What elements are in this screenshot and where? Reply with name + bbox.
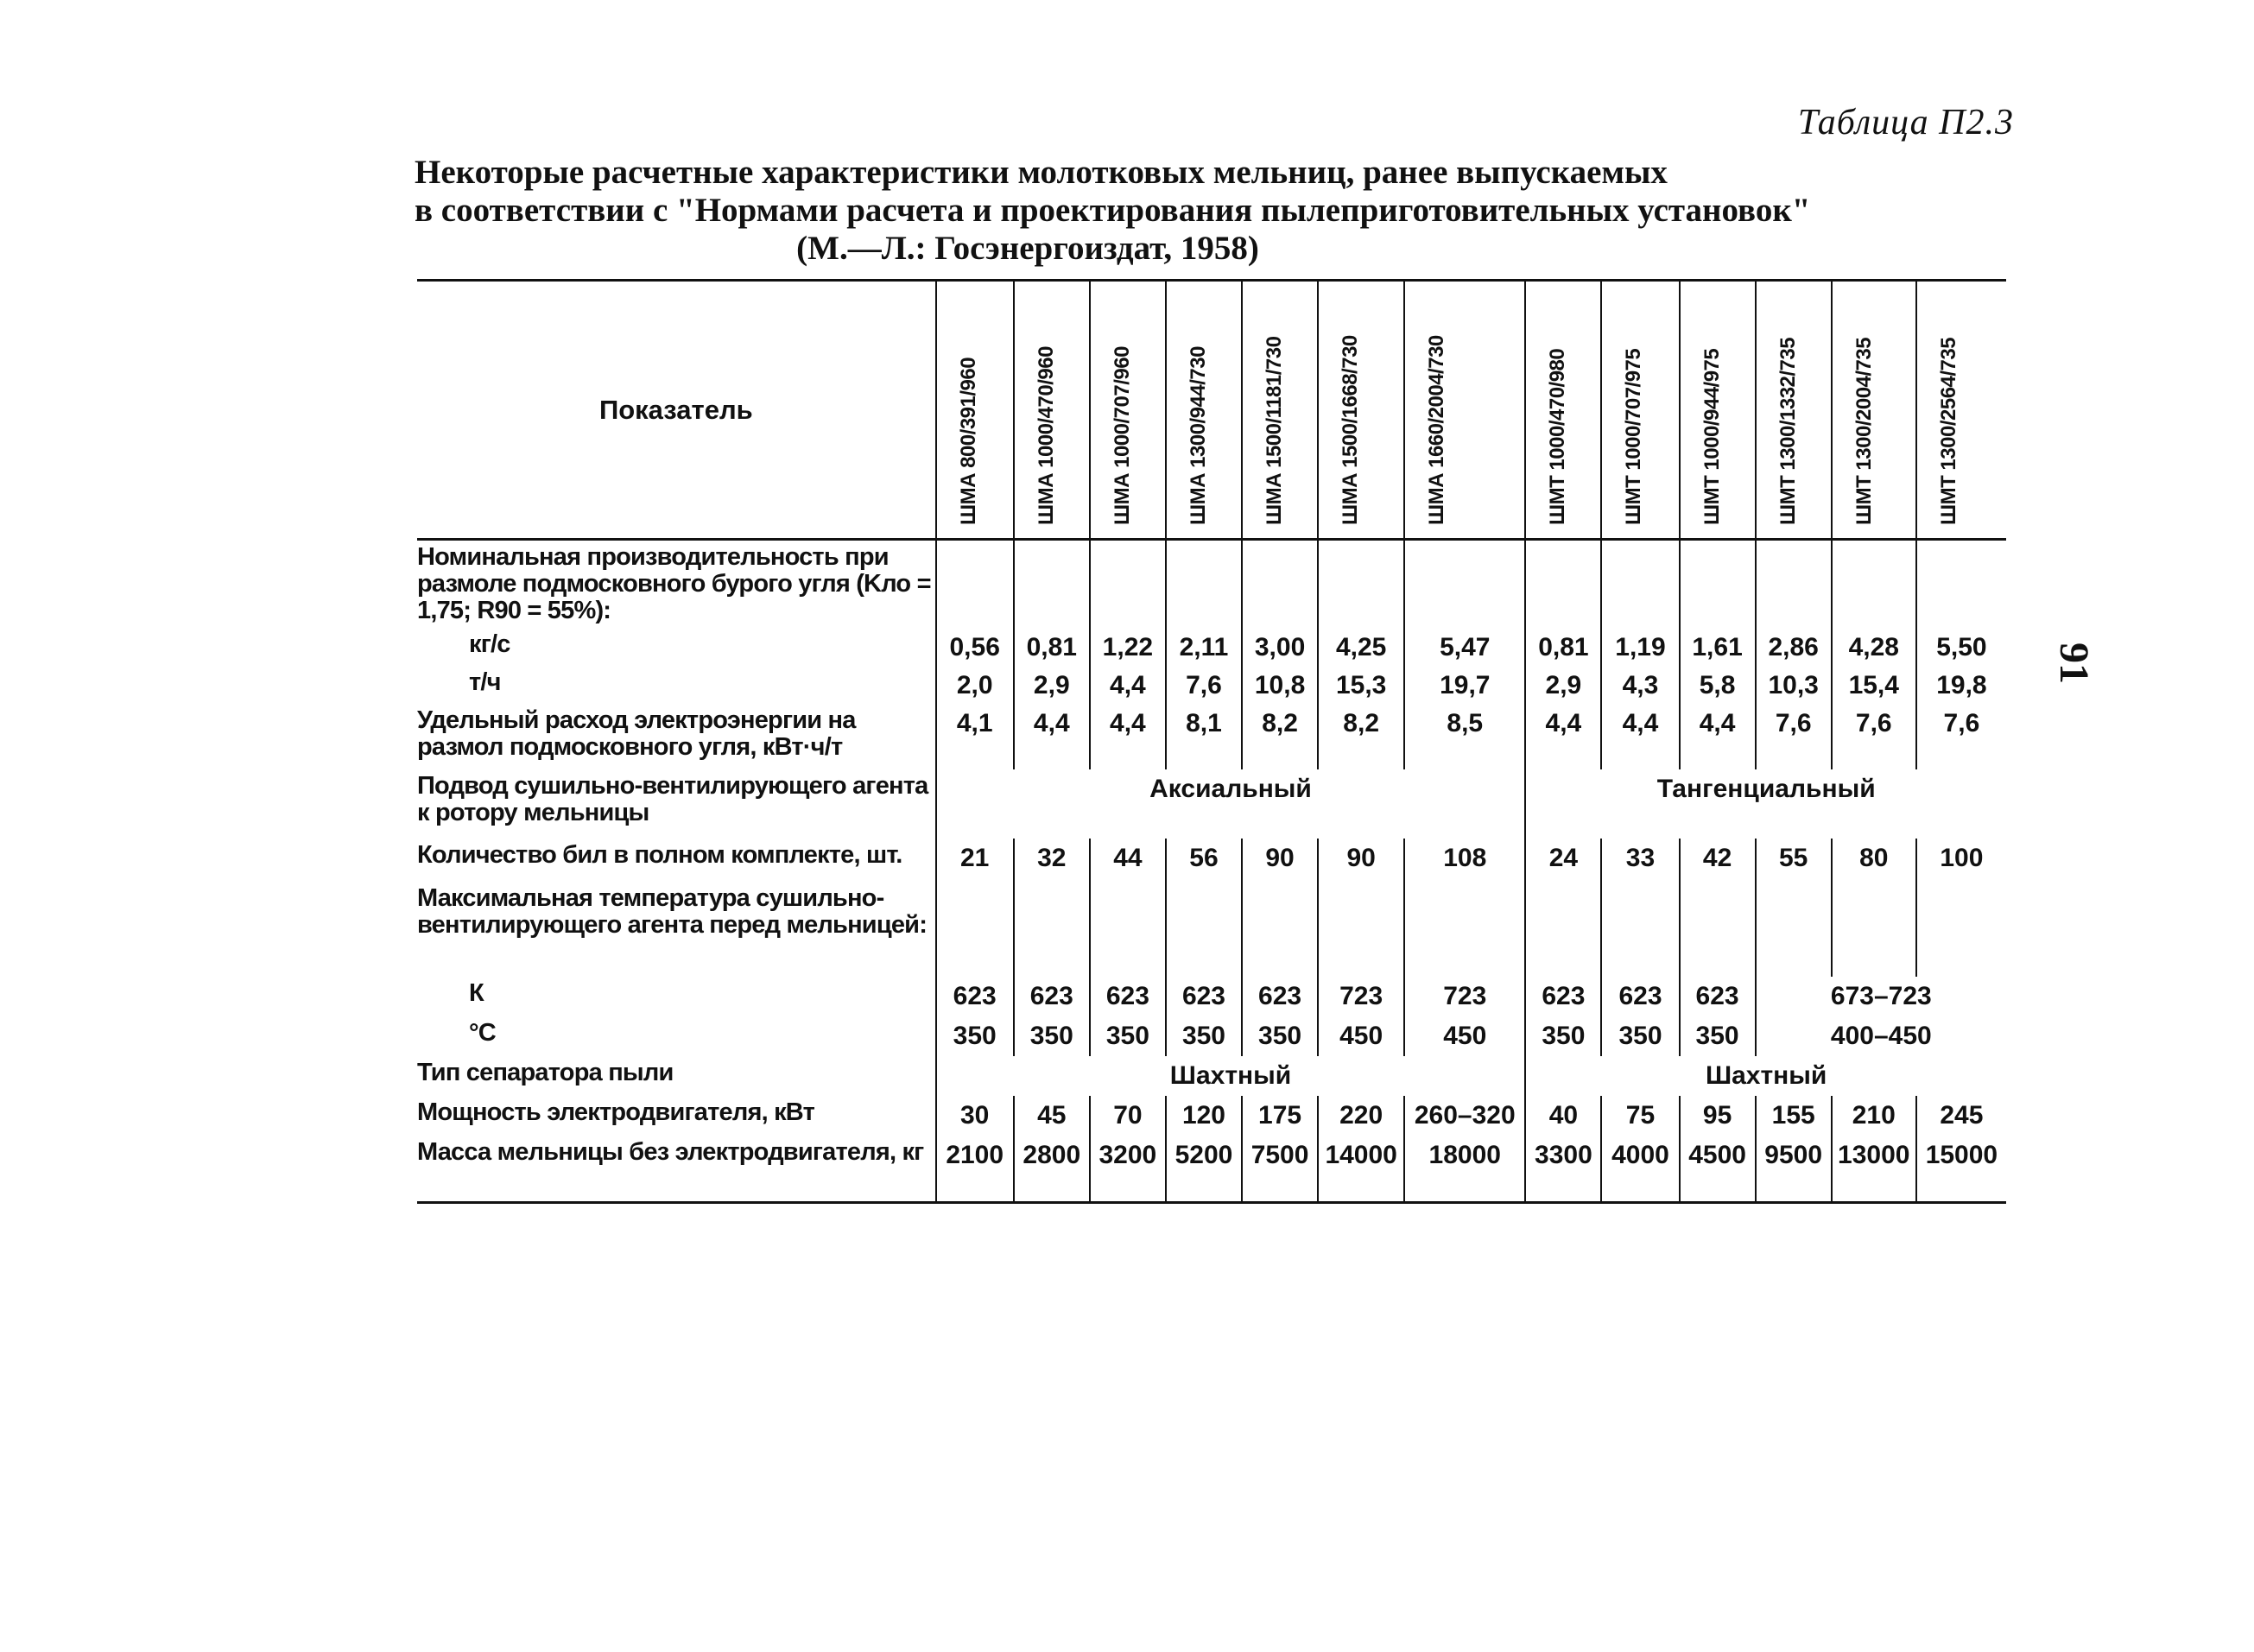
cell: 70 xyxy=(1090,1096,1166,1136)
row-label-capacity: Номинальная производительность при размоле подмосковного бурого угля (Kло = 1,75; R90 = 55%): xyxy=(417,543,931,624)
mill-header xyxy=(1166,281,1242,540)
cell: 450 xyxy=(1404,1016,1525,1056)
cell: 623 xyxy=(1525,977,1601,1016)
mill-header-label: ШМТ 1300/2564/735 xyxy=(1936,337,1960,525)
mill-header-label: ШМА 1500/1181/730 xyxy=(1263,336,1287,525)
table-row-capacity xyxy=(417,540,2006,628)
cell: 13000 xyxy=(1832,1136,1916,1203)
mill-header-label: ШМТ 1300/2004/735 xyxy=(1852,337,1876,525)
cell: 32 xyxy=(1014,839,1090,882)
row-label-kelvin: К xyxy=(469,978,484,1007)
mill-header-label: ШМА 1500/1668/730 xyxy=(1339,334,1363,525)
cell: 3200 xyxy=(1090,1136,1166,1203)
row-label-celsius: °С xyxy=(469,1018,496,1047)
cell: 90 xyxy=(1242,839,1318,882)
cell: 44 xyxy=(1090,839,1166,882)
cell: 4,25 xyxy=(1318,628,1404,666)
cell-kelvin-range: 673–723 xyxy=(1756,977,2006,1016)
cell: 2,86 xyxy=(1756,628,1832,666)
row-label-th: т/ч xyxy=(469,668,501,696)
cell: 7500 xyxy=(1242,1136,1318,1203)
cell: 5200 xyxy=(1166,1136,1242,1203)
cell: 18000 xyxy=(1404,1136,1525,1203)
cell: 45 xyxy=(1014,1096,1090,1136)
mill-header-label: ШМА 1000/707/960 xyxy=(1110,345,1134,525)
page-number: 91 xyxy=(2051,642,2098,684)
cell: 4,4 xyxy=(1680,704,1756,769)
cell: 4,28 xyxy=(1832,628,1916,666)
cell: 19,8 xyxy=(1916,666,2006,704)
row-label-energy: Удельный расход электроэнергии на размол подмосковного угля, кВт·ч/т xyxy=(417,706,856,761)
mill-header xyxy=(1601,281,1679,540)
mill-header-label: ШМТ 1000/470/980 xyxy=(1546,348,1570,525)
mill-header xyxy=(1404,281,1525,540)
cell: 5,8 xyxy=(1680,666,1756,704)
table-row-beaters xyxy=(417,839,2006,882)
cell: 623 xyxy=(936,977,1014,1016)
cell-separator-a: Шахтный xyxy=(936,1056,1526,1096)
cell: 2,11 xyxy=(1166,628,1242,666)
mill-header xyxy=(1525,281,1601,540)
cell: 4,4 xyxy=(1090,666,1166,704)
cell: 4500 xyxy=(1680,1136,1756,1203)
table-row-power xyxy=(417,1096,2006,1136)
cell: 0,56 xyxy=(936,628,1014,666)
cell: 15000 xyxy=(1916,1136,2006,1203)
row-label-beaters: Количество бил в полном комплекте, шт. xyxy=(417,840,902,869)
mill-header xyxy=(1090,281,1166,540)
cell: 2,0 xyxy=(936,666,1014,704)
header-row xyxy=(417,281,2006,540)
cell: 33 xyxy=(1601,839,1679,882)
mill-header xyxy=(1014,281,1090,540)
cell: 350 xyxy=(1014,1016,1090,1056)
cell: 7,6 xyxy=(1166,666,1242,704)
cell: 95 xyxy=(1680,1096,1756,1136)
cell: 2100 xyxy=(936,1136,1014,1203)
table-row-kgs xyxy=(417,628,2006,666)
cell-celsius-range: 400–450 xyxy=(1756,1016,2006,1056)
mill-header xyxy=(1242,281,1318,540)
table-row-energy xyxy=(417,704,2006,769)
cell: 723 xyxy=(1404,977,1525,1016)
mill-header xyxy=(1916,281,2006,540)
cell: 2,9 xyxy=(1525,666,1601,704)
cell: 623 xyxy=(1680,977,1756,1016)
mill-header-label: ШМТ 1300/1332/735 xyxy=(1776,337,1800,525)
cell: 1,22 xyxy=(1090,628,1166,666)
cell: 350 xyxy=(1601,1016,1679,1056)
row-label-kgs: кг/с xyxy=(469,630,510,658)
cell: 15,3 xyxy=(1318,666,1404,704)
cell: 5,50 xyxy=(1916,628,2006,666)
table-row-mass xyxy=(417,1136,2006,1203)
mill-header-label: ШМТ 1000/944/975 xyxy=(1700,348,1724,525)
cell: 80 xyxy=(1832,839,1916,882)
cell: 8,5 xyxy=(1404,704,1525,769)
title-line-3: (М.—Л.: Госэнергоиздат, 1958) xyxy=(796,230,1259,267)
cell: 2800 xyxy=(1014,1136,1090,1203)
cell: 100 xyxy=(1916,839,2006,882)
cell: 175 xyxy=(1242,1096,1318,1136)
cell: 350 xyxy=(1525,1016,1601,1056)
table-row-supply xyxy=(417,769,2006,839)
mill-header-label: ШМА 1300/944/730 xyxy=(1186,345,1210,525)
cell: 5,47 xyxy=(1404,628,1525,666)
mill-header xyxy=(936,281,1014,540)
mill-header xyxy=(1832,281,1916,540)
mill-header xyxy=(1318,281,1404,540)
table-row-separator xyxy=(417,1056,2006,1096)
cell: 75 xyxy=(1601,1096,1679,1136)
table-row-kelvin xyxy=(417,977,2006,1016)
cell: 9500 xyxy=(1756,1136,1832,1203)
title-line-1: Некоторые расчетные характеристики молотковых мельниц, ранее выпускаемых xyxy=(415,154,1668,191)
mill-header xyxy=(1756,281,1832,540)
cell: 4000 xyxy=(1601,1136,1679,1203)
cell: 1,19 xyxy=(1601,628,1679,666)
cell: 245 xyxy=(1916,1096,2006,1136)
cell: 2,9 xyxy=(1014,666,1090,704)
mill-header-label: ШМТ 1000/707/975 xyxy=(1622,348,1646,525)
cell: 0,81 xyxy=(1525,628,1601,666)
title-line-2: в соответствии с "Нормами расчета и проектирования пылеприготовительных установок" xyxy=(415,192,1811,229)
cell: 4,4 xyxy=(1601,704,1679,769)
cell: 623 xyxy=(1014,977,1090,1016)
cell: 7,6 xyxy=(1756,704,1832,769)
row-label-maxtemp: Максимальная температура сушильно-вентилирующего агента перед мельницей: xyxy=(417,883,928,939)
param-column-header: Показатель xyxy=(598,394,753,425)
cell-supply-axial: Аксиальный xyxy=(936,769,1526,839)
cell: 260–320 xyxy=(1404,1096,1525,1136)
cell: 1,61 xyxy=(1680,628,1756,666)
cell: 19,7 xyxy=(1404,666,1525,704)
cell: 56 xyxy=(1166,839,1242,882)
cell: 42 xyxy=(1680,839,1756,882)
cell: 4,4 xyxy=(1525,704,1601,769)
cell: 7,6 xyxy=(1916,704,2006,769)
cell-supply-tangential: Тангенциальный xyxy=(1525,769,2006,839)
cell: 8,1 xyxy=(1166,704,1242,769)
cell: 3,00 xyxy=(1242,628,1318,666)
cell: 55 xyxy=(1756,839,1832,882)
cell: 3300 xyxy=(1525,1136,1601,1203)
table-row-celsius xyxy=(417,1016,2006,1056)
mill-header-label: ШМА 1660/2004/730 xyxy=(1425,334,1449,525)
cell: 350 xyxy=(1166,1016,1242,1056)
cell: 24 xyxy=(1525,839,1601,882)
cell: 10,3 xyxy=(1756,666,1832,704)
cell: 40 xyxy=(1525,1096,1601,1136)
cell: 15,4 xyxy=(1832,666,1916,704)
cell: 4,4 xyxy=(1014,704,1090,769)
cell-separator-t: Шахтный xyxy=(1525,1056,2006,1096)
cell: 350 xyxy=(1680,1016,1756,1056)
cell: 350 xyxy=(936,1016,1014,1056)
table-row-maxtemp xyxy=(417,882,2006,977)
cell: 108 xyxy=(1404,839,1525,882)
cell: 120 xyxy=(1166,1096,1242,1136)
cell: 623 xyxy=(1090,977,1166,1016)
cell: 155 xyxy=(1756,1096,1832,1136)
cell: 623 xyxy=(1242,977,1318,1016)
cell: 4,1 xyxy=(936,704,1014,769)
table-row-th xyxy=(417,666,2006,704)
table-title xyxy=(415,154,1811,268)
cell: 21 xyxy=(936,839,1014,882)
cell: 7,6 xyxy=(1832,704,1916,769)
cell: 450 xyxy=(1318,1016,1404,1056)
mill-header-label: ШМА 1000/470/960 xyxy=(1034,345,1058,525)
cell: 14000 xyxy=(1318,1136,1404,1203)
cell: 220 xyxy=(1318,1096,1404,1136)
mill-header xyxy=(1680,281,1756,540)
cell: 4,4 xyxy=(1090,704,1166,769)
cell: 30 xyxy=(936,1096,1014,1136)
cell: 8,2 xyxy=(1318,704,1404,769)
row-label-mass: Масса мельницы без электродвигателя, кг xyxy=(417,1137,924,1166)
cell: 4,3 xyxy=(1601,666,1679,704)
cell: 723 xyxy=(1318,977,1404,1016)
row-label-power: Мощность электродвигателя, кВт xyxy=(417,1098,814,1126)
cell: 623 xyxy=(1601,977,1679,1016)
row-label-supply: Подвод сушильно-вентилирующего агента к ротору мельницы xyxy=(417,771,928,826)
row-label-separator: Тип сепаратора пыли xyxy=(417,1058,674,1086)
cell: 350 xyxy=(1090,1016,1166,1056)
cell: 350 xyxy=(1242,1016,1318,1056)
cell: 10,8 xyxy=(1242,666,1318,704)
cell: 210 xyxy=(1832,1096,1916,1136)
cell: 8,2 xyxy=(1242,704,1318,769)
cell: 90 xyxy=(1318,839,1404,882)
cell: 0,81 xyxy=(1014,628,1090,666)
table-number: Таблица П2.3 xyxy=(1797,103,2014,142)
mill-header-label: ШМА 800/391/960 xyxy=(956,357,980,525)
cell: 623 xyxy=(1166,977,1242,1016)
mill-characteristics-table xyxy=(417,279,2006,1204)
